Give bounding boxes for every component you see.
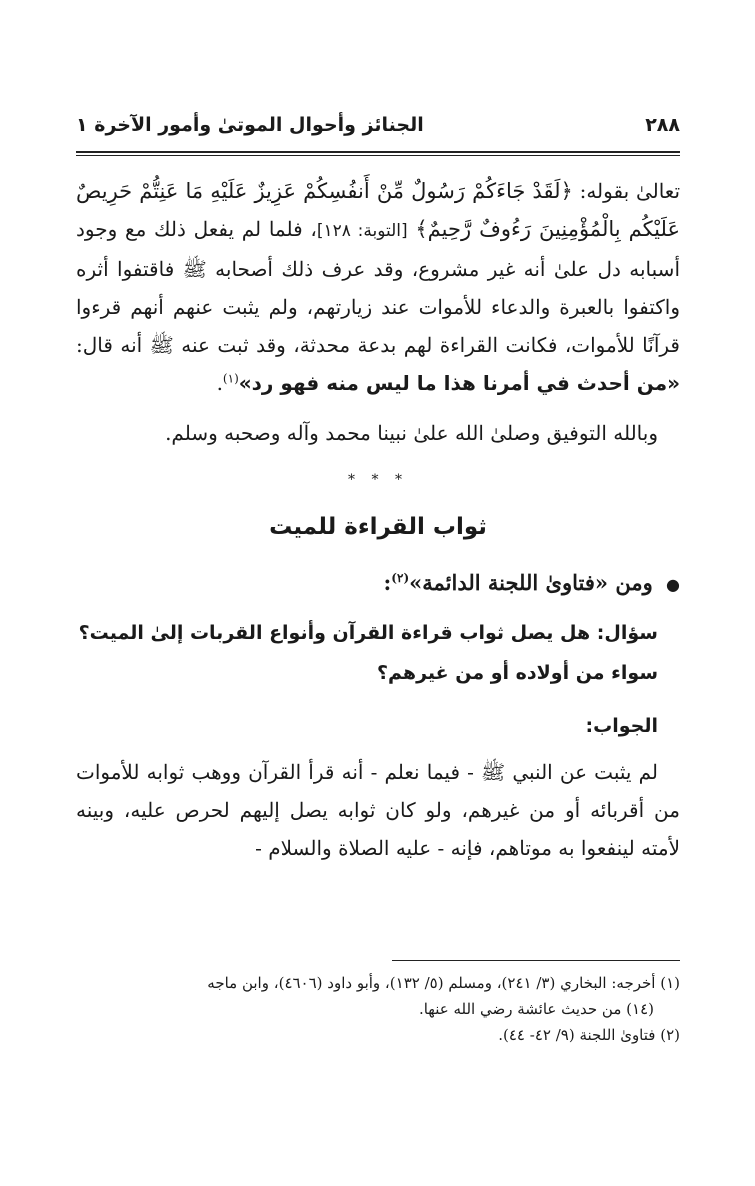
paragraph-quran-verse [76,172,680,402]
fatwa-source-text: ومن «فتاوىٰ اللجنة الدائمة» [409,570,653,595]
footnote-ref-1[interactable]: (١) [222,371,239,386]
paragraph-intro: تعالىٰ بقوله: [579,179,681,203]
paragraph-text: ، فلما لم يفعل ذلك مع وجود أسبابه دل علىٰ أنه غير مشروع، وقد عرف ذلك أصحابه ﷺ فاقتفوا أثره واكتفوا بالعبرة والدعاء للأموات عند زيارتهم، ولم يثبت عنهم أنهم قرءوا قرآنًا للأموات، فكانت القراءة لهم بدعة محدثة، وقد ثبت عنه ﷺ أنه قال: [76,217,680,357]
section-separator: * * * [348,472,408,488]
footnote-rule [392,960,680,961]
quran-verse: ﴿لَقَدْ جَاءَكُمْ رَسُولٌ مِّنْ أَنفُسِكُمْ عَزِيزٌ عَلَيْهِ مَا عَنِتُّمْ حَرِيصٌ عَلَيْكُم بِالْمُؤْمِنِينَ رَءُوفٌ رَّحِيمٌ﴾ [76,179,681,241]
footnote-1-continued: (١٤) من حديث عائشة رضي الله عنها. [418,1000,654,1018]
closing-prayer: وبالله التوفيق وصلىٰ الله علىٰ نبينا محمد وآله وصحبه وسلم. [165,421,658,445]
verse-citation: [التوبة: ١٢٨] [316,221,408,241]
page-body [76,172,680,887]
footnote-ref-2[interactable]: (٢) [391,571,410,585]
footnote-2: (٢) فتاوىٰ اللجنة (٩/ ٤٢- ٤٤). [498,1026,680,1044]
book-title: الجنائز وأحوال الموتىٰ وأمور الآخرة ١ [76,114,424,136]
bullet-icon: ● [666,575,680,594]
fatwa-source-colon: : [383,570,392,595]
header-rule [76,151,680,153]
book-page [76,0,680,1186]
running-header [76,108,680,142]
fatwa-source [76,570,680,595]
answer-label: الجواب: [585,715,658,737]
section-title: ثواب القراءة للميت [269,514,487,540]
answer-text: لم يثبت عن النبي ﷺ - فيما نعلم - أنه قرأ القرآن ووهب ثوابه للأموات من أقربائه أو من غيرهم، ولو كان ثوابه يصل إليهم لحرص عليه، وبينه لأمته لينفعوا به موتاهم، فإنه - عليه الصلاة والسلام - [76,760,680,860]
hadith-quote: «من أحدث في أمرنا هذا ما ليس منه فهو رد» [238,371,680,395]
question-text: سؤال: هل يصل ثواب قراءة القرآن وأنواع القربات إلىٰ الميت؟ سواء من أولاده أو من غيرهم؟ [78,622,658,684]
header-rule-thin [76,155,680,156]
paragraph-end: . [216,371,223,395]
footnotes [76,970,680,1048]
page-number: ٢٨٨ [645,114,680,136]
footnote-1: (١) أخرجه: البخاري (٣/ ٢٤١)، ومسلم (٥/ ١٣٢)، وأبو داود (٤٦٠٦)، وابن ماجه [207,974,680,992]
